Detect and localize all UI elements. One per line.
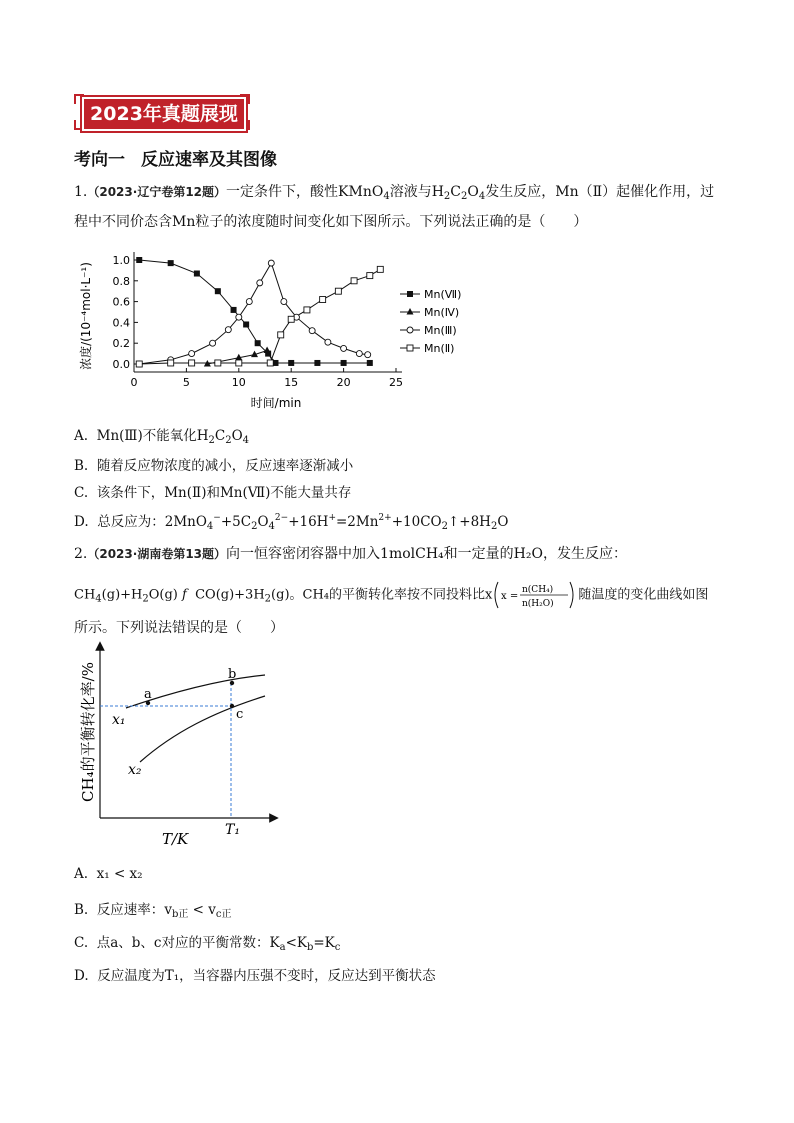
x-tick-label: 5 xyxy=(182,376,190,389)
option-label: A. xyxy=(74,866,89,882)
marker-mn4 xyxy=(407,308,414,315)
option-text: 该条件下，Mn(Ⅱ)和Mn(Ⅶ)不能大量共存 xyxy=(96,485,352,501)
option-text: 点a、b、c对应的平衡常数： xyxy=(96,935,270,951)
marker-mn3 xyxy=(236,314,242,320)
marker-mn7 xyxy=(288,360,294,366)
marker-mn2 xyxy=(136,361,142,367)
marker-mn7 xyxy=(367,360,373,366)
option-text: 反应温度为T₁，当容器内压强不变时，反应达到平衡状态 xyxy=(97,968,436,984)
q1-option-b[interactable] xyxy=(74,454,353,474)
y-tick-label: 0.2 xyxy=(112,337,130,351)
svg-text:x =: x = xyxy=(501,591,519,602)
y-axis-label: CH₄的平衡转化率/% xyxy=(79,662,97,802)
option-label: D. xyxy=(74,968,89,984)
point-c xyxy=(230,704,234,708)
q2-line3: 所示。下列说法错误的是（ ） xyxy=(74,620,284,636)
q2-option-a[interactable] xyxy=(74,866,143,882)
marker-mn2 xyxy=(407,345,413,351)
legend-label: Mn(Ⅶ) xyxy=(424,288,462,301)
y-tick-label: 0.8 xyxy=(112,274,130,288)
svg-text:n(CH₄): n(CH₄) xyxy=(522,585,554,595)
svg-text:n(H₂O): n(H₂O) xyxy=(522,599,555,609)
option-label: B. xyxy=(74,902,89,918)
marker-mn2 xyxy=(320,297,326,303)
marker-mn3 xyxy=(356,351,362,357)
marker-mn2 xyxy=(367,273,373,279)
marker-mn7 xyxy=(215,288,221,294)
q2-line2: $CH_4(g)+H_2O(g)$ f $CO(g)+3H_2(g)$。CH₄的平衡转化率按不同投料比x x = n(CH₄) n(H₂O) 随温度的变化曲线如图 xyxy=(74,580,708,610)
marker-mn2 xyxy=(351,278,357,284)
marker-mn7 xyxy=(243,321,249,327)
option-text: x₁ < x₂ xyxy=(96,866,143,882)
q1-text: 一定条件下，酸性 xyxy=(226,184,339,200)
q2-number: 2. xyxy=(74,546,88,562)
x-tick-label: 0 xyxy=(130,376,138,389)
marker-mn3 xyxy=(189,351,195,357)
x-axis-label: T/K xyxy=(162,830,189,848)
label-b: b xyxy=(228,667,237,682)
marker-mn2 xyxy=(304,307,310,313)
marker-mn2 xyxy=(335,288,341,294)
legend-label: Mn(Ⅲ) xyxy=(424,324,457,337)
series-line-0 xyxy=(139,260,370,363)
x-axis-label: 时间/min xyxy=(250,396,302,410)
marker-mn7 xyxy=(136,257,142,263)
option-label: B. xyxy=(74,458,89,474)
q1-number: 1. xyxy=(74,184,88,200)
q2-option-b[interactable]: B. 反应速率：$v_{b正} < v_{c正}$ xyxy=(74,902,232,920)
marker-mn2 xyxy=(288,316,294,322)
option-text: 随着反应物浓度的减小，反应速率逐渐减小 xyxy=(96,458,354,474)
marker-mn7 xyxy=(194,271,200,277)
marker-mn3 xyxy=(268,260,274,266)
marker-mn7 xyxy=(407,291,413,297)
marker-mn7 xyxy=(314,360,320,366)
marker-mn3 xyxy=(325,339,331,345)
q1-source: （2023·辽宁卷第12题） xyxy=(87,185,227,199)
marker-mn7 xyxy=(231,307,237,313)
marker-mn3 xyxy=(246,299,252,305)
q1-line2: 程中不同价态含Mn粒子的浓度随时间变化如下图所示。下列说法正确的是（ ） xyxy=(74,214,588,230)
option-text: 总反应为： xyxy=(97,514,165,530)
legend-label: Mn(Ⅱ) xyxy=(424,342,455,355)
q2-text: 向一恒容密闭容器中加入1molCH₄和一定量的H₂O，发生反应： xyxy=(226,546,627,562)
marker-mn2 xyxy=(278,332,284,338)
option-label: D. xyxy=(74,514,89,530)
marker-mn3 xyxy=(210,340,216,346)
marker-mn2 xyxy=(189,360,195,366)
marker-mn3 xyxy=(407,327,413,333)
section-title xyxy=(74,145,277,170)
section-label: 考向一 xyxy=(74,150,125,170)
marker-mn2 xyxy=(377,266,383,272)
marker-mn3 xyxy=(309,328,315,334)
marker-mn2 xyxy=(236,360,242,366)
y-tick-label: 1.0 xyxy=(112,254,130,267)
label-c: c xyxy=(236,707,244,722)
marker-mn7 xyxy=(168,260,174,266)
y-axis-label: 浓度/(10⁻⁴mol·L⁻¹) xyxy=(79,262,93,370)
section-heading: 反应速率及其图像 xyxy=(141,150,277,170)
q1-text: 发生反应，Mn（Ⅱ）起催化作用，过 xyxy=(485,184,715,200)
x-tick-label: 10 xyxy=(231,376,246,389)
marker-mn7 xyxy=(255,340,261,346)
x-tick-label: 25 xyxy=(389,376,403,389)
y-tick-label: 0.6 xyxy=(112,295,130,309)
q2-text: 。CH₄的平衡转化率按不同投料比 xyxy=(289,587,486,603)
q1-text: 溶液与 xyxy=(389,184,432,200)
section-banner xyxy=(74,94,250,130)
marker-mn3 xyxy=(257,280,263,286)
marker-mn3 xyxy=(341,345,347,351)
option-text: Mn(Ⅲ)不能氧化 xyxy=(96,428,197,444)
option-text: 反应速率： xyxy=(96,902,165,918)
banner-text: 2023年真题展现 xyxy=(82,97,246,131)
x-tick-label: 20 xyxy=(336,376,351,389)
marker-mn7 xyxy=(341,360,347,366)
q2-text: 随温度的变化曲线如图 xyxy=(578,587,709,603)
legend-label: Mn(Ⅳ) xyxy=(424,306,460,319)
marker-mn3 xyxy=(225,327,231,333)
x-tick-label: 15 xyxy=(284,376,299,389)
chart-mn-concentration xyxy=(74,244,494,414)
q1-option-a[interactable]: A. Mn(Ⅲ)不能氧化$H_2C_2O_4$ xyxy=(74,428,250,446)
q1-option-d[interactable]: D. 总反应为：$2MnO_4^-+5C_2O_4^{2-}+16H^+=2Mn^{2+}+10CO_2↑+8H_2O$ xyxy=(74,513,509,532)
tick-label-t1: T₁ xyxy=(225,822,240,838)
option-label: C. xyxy=(74,935,89,951)
series-line-2 xyxy=(139,263,368,364)
marker-mn2 xyxy=(215,360,221,366)
marker-mn2 xyxy=(267,360,273,366)
q2-line1 xyxy=(74,544,627,564)
label-x2: x₂ xyxy=(128,762,142,778)
label-x1: x₁ xyxy=(112,712,126,728)
q2-source: （2023·湖南卷第13题） xyxy=(87,547,227,561)
option-label: C. xyxy=(74,485,89,501)
y-tick-label: 0.4 xyxy=(112,316,130,330)
q2-option-d[interactable] xyxy=(74,964,436,984)
q2-option-c[interactable]: C. 点a、b、c对应的平衡常数：$K_a<K_b=K_c$ xyxy=(74,935,341,953)
marker-mn3 xyxy=(281,299,287,305)
label-a: a xyxy=(144,687,152,702)
y-tick-label: 0.0 xyxy=(112,358,130,371)
q1-line1: 1.（2023·辽宁卷第12题）一定条件下，酸性KMnO$_4$溶液与$H_2C_2O_4$发生反应，Mn（Ⅱ）起催化作用，过 xyxy=(74,184,715,202)
ratio-formula xyxy=(492,580,578,610)
option-label: A. xyxy=(74,428,89,444)
q1-option-c[interactable] xyxy=(74,481,351,501)
chart-ch4-conversion xyxy=(74,640,284,855)
marker-mn2 xyxy=(168,360,174,366)
marker-mn3 xyxy=(365,352,371,358)
